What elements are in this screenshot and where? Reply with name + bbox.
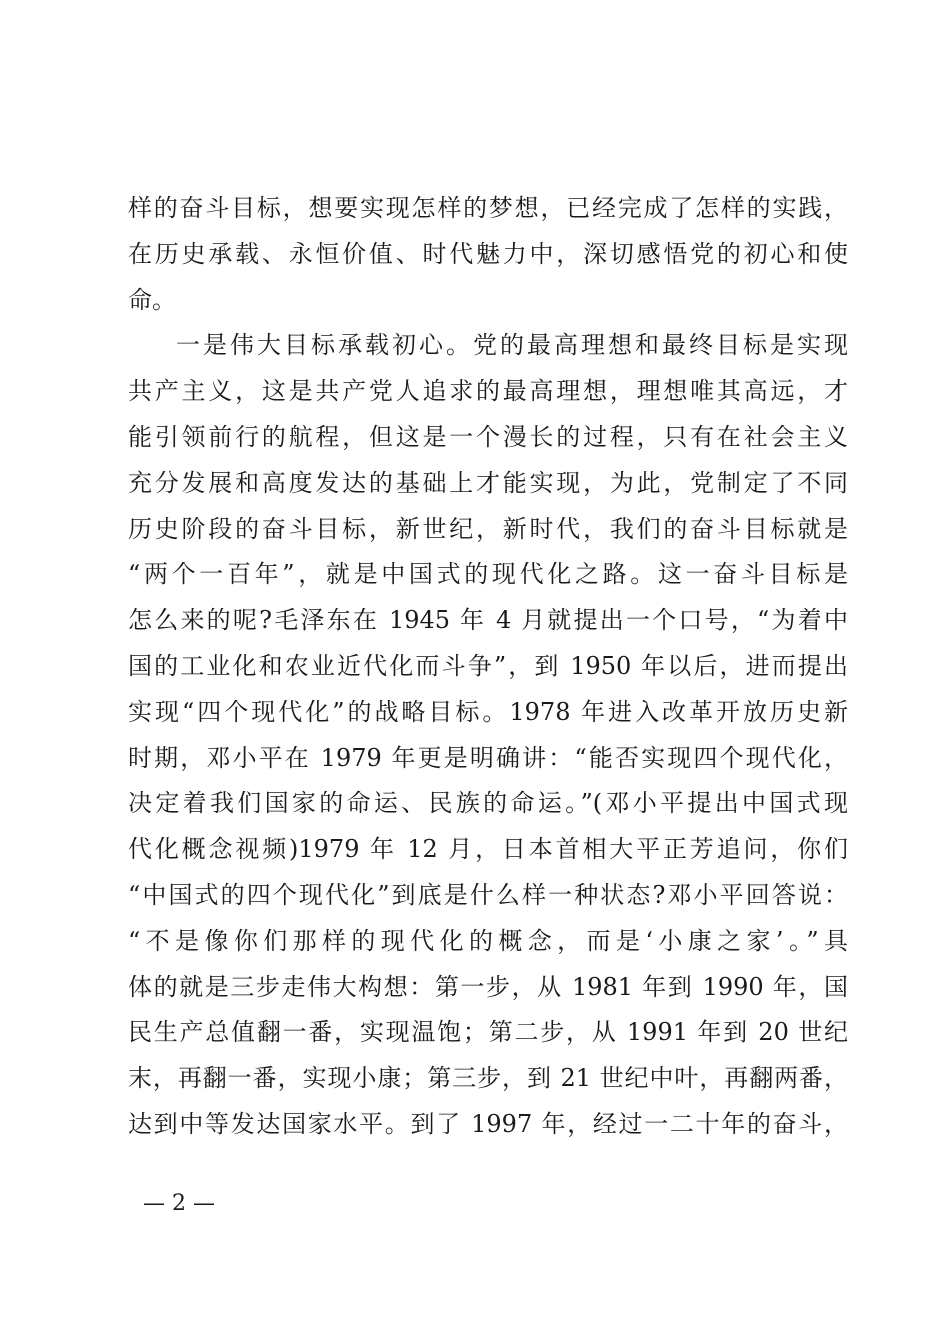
body-text <box>128 186 848 1148</box>
text-line: 末，再翻一番，实现小康；第三步，到 21 世纪中叶，再翻两番， <box>128 1064 848 1093</box>
text-line: 国的工业化和农业近代化而斗争”，到 1950 年以后，进而提出 <box>128 651 848 680</box>
text-line: 实现“四个现代化”的战略目标。1978 年进入改革开放历史新 <box>128 697 848 726</box>
text-line: 达到中等发达国家水平。到了 1997 年，经过一二十年的奋斗， <box>128 1109 848 1138</box>
text-line: 代化概念视频)1979 年 12 月，日本首相大平正芳追问，你们 <box>128 835 848 864</box>
text-line: 时期，邓小平在 1979 年更是明确讲：“能否实现四个现代化， <box>128 743 848 772</box>
text-line: 在历史承载、永恒价值、时代魅力中，深切感悟党的初心和使 <box>128 239 848 268</box>
text-line: 样的奋斗目标，想要实现怎样的梦想，已经完成了怎样的实践， <box>128 194 848 222</box>
page-number: — 2 — <box>143 1191 215 1216</box>
text-line: 共产主义，这是共产党人追求的最高理想，理想唯其高远，才 <box>128 377 848 406</box>
text-line: “两个一百年”，就是中国式的现代化之路。这一奋斗目标是 <box>128 560 848 589</box>
text-line: 能引领前行的航程，但这是一个漫长的过程，只有在社会主义 <box>128 422 848 451</box>
text-line: 历史阶段的奋斗目标，新世纪，新时代，我们的奋斗目标就是 <box>128 514 848 543</box>
text-line: 民生产总值翻一番，实现温饱；第二步，从 1991 年到 20 世纪 <box>128 1018 848 1047</box>
text-line: 体的就是三步走伟大构想：第一步，从 1981 年到 1990 年，国 <box>128 972 848 1001</box>
text-line: “中国式的四个现代化”到底是什么样一种状态?邓小平回答说： <box>128 880 848 909</box>
text-line: 充分发展和高度发达的基础上才能实现，为此，党制定了不同 <box>128 468 848 497</box>
text-line: 怎么来的呢?毛泽东在 1945 年 4 月就提出一个口号，“为着中 <box>128 606 848 635</box>
text-line: “不是像你们那样的现代化的概念，而是‘小康之家’。”具 <box>128 926 848 955</box>
paragraph-first-line: 一是伟大目标承载初心。党的最高理想和最终目标是实现 <box>176 331 848 360</box>
text-line: 决定着我们国家的命运、民族的命运。”(邓小平提出中国式现 <box>128 789 848 818</box>
text-line: 命。 <box>128 285 176 314</box>
